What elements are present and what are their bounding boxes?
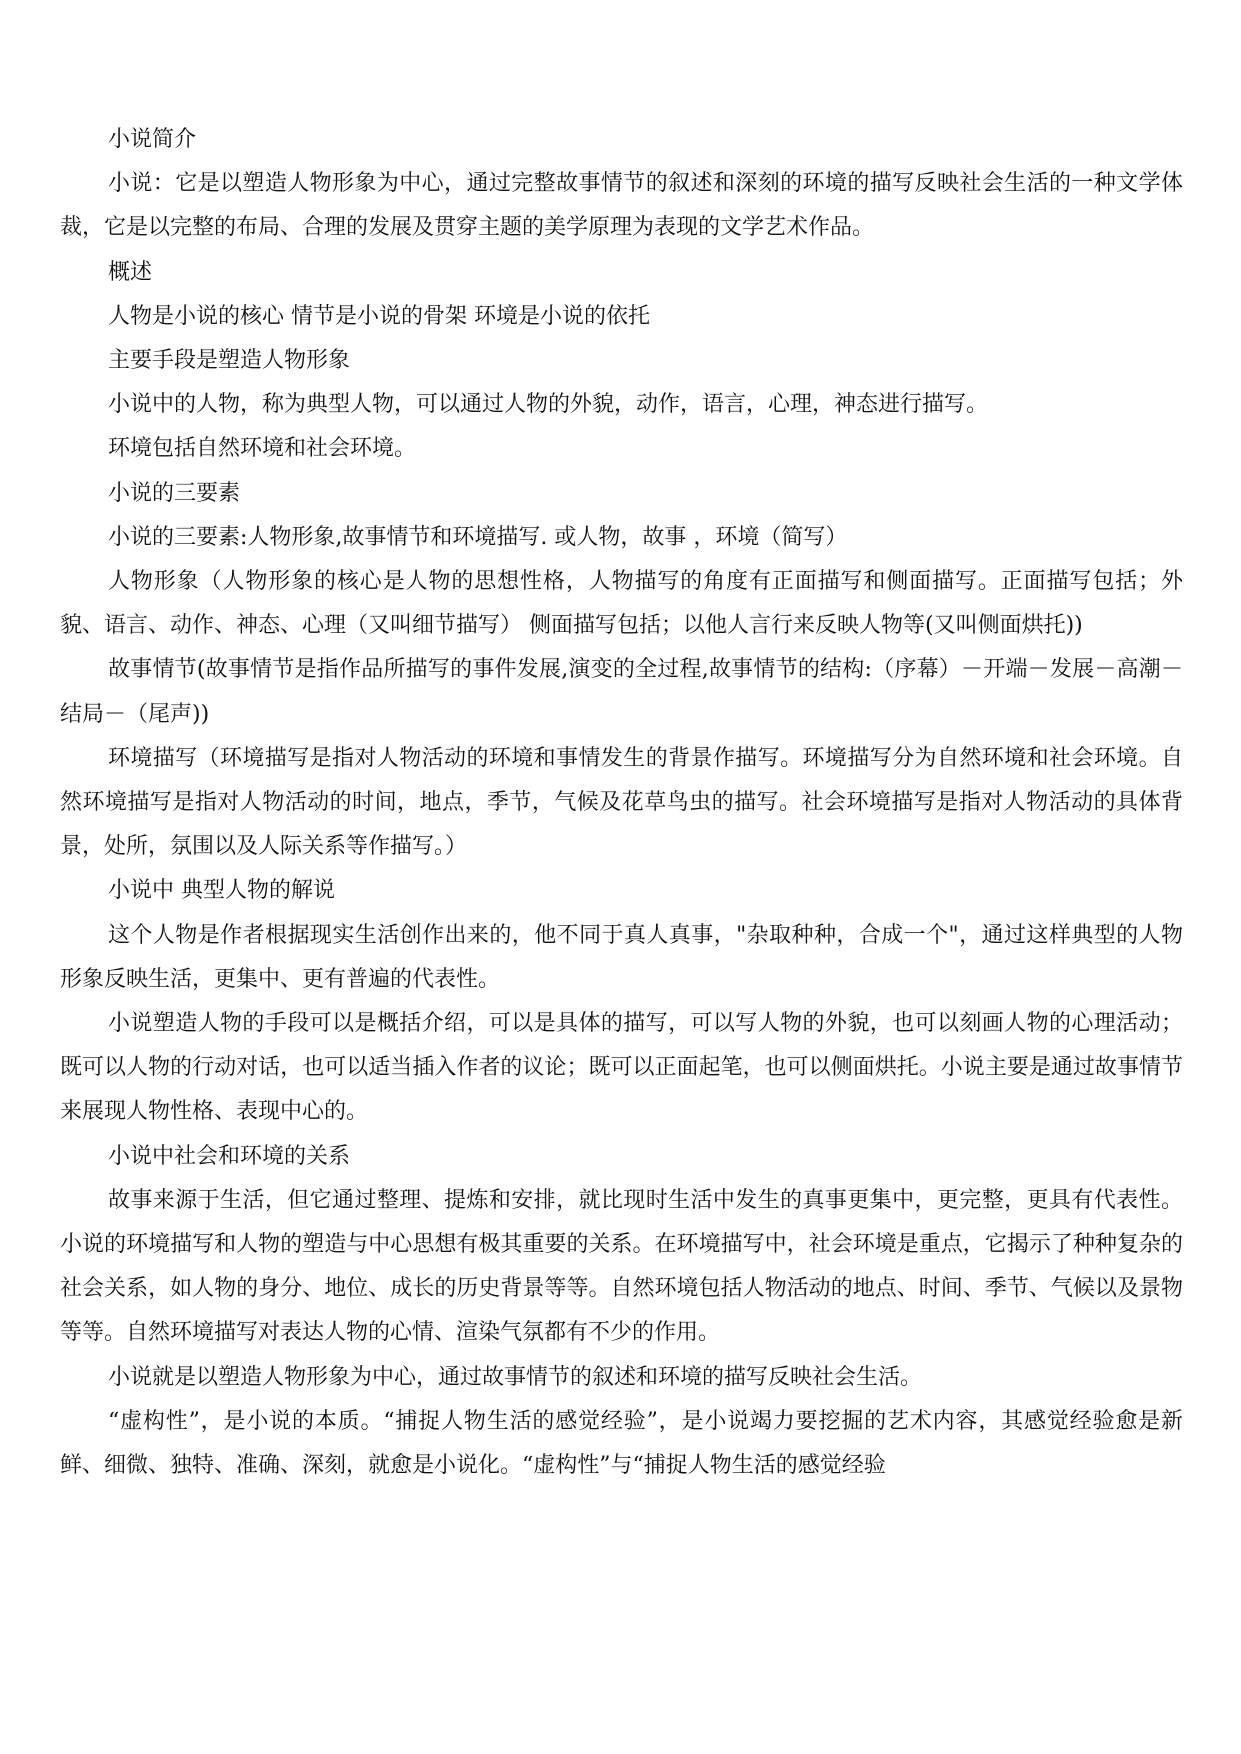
paragraph-environment-types: 环境包括自然环境和社会环境。: [108, 436, 417, 462]
paragraph-three-elements: 小说的三要素:人物形象,故事情节和环境描写. 或人物，故事 ，环境（简写）: [108, 524, 848, 550]
paragraph-character-creation: 这个人物是作者根据现实生活创作出来的，他不同于真人真事，"杂取种种，合成一个"，通过这样典型的人物形象反映生活，更集中、更有普遍的代表性。: [60, 922, 1183, 992]
paragraph-novel-summary: 小说就是以塑造人物形象为中心，通过故事情节的叙述和环境的描写反映社会生活。: [108, 1364, 923, 1390]
paragraph-main-means: 主要手段是塑造人物形象: [108, 348, 351, 374]
document-body: [60, 118, 1183, 1488]
paragraph-core-elements: 人物是小说的核心 情节是小说的骨架 环境是小说的依托: [108, 303, 650, 329]
heading-three-elements: 小说的三要素: [108, 480, 241, 506]
heading-novel-intro: 小说简介: [108, 127, 197, 152]
paragraph-plot: 故事情节(故事情节是指作品所描写的事件发展,演变的全过程,故事情节的结构:（序幕）－开端－发展－高潮－结局－（尾声)): [60, 657, 1183, 727]
paragraph-environment-description: 环境描写（环境描写是指对人物活动的环境和事情发生的背景作描写。环境描写分为自然环境和社会环境。自然环境描写是指对人物活动的时间，地点，季节，气候及花草鸟虫的描写。社会环境描写是指对人物活动的具体背景，处所，氛围以及人际关系等作描写。）: [60, 745, 1183, 860]
paragraph-fictionality: “虚构性”，是小说的本质。“捕捉人物生活的感觉经验”，是小说竭力要挖掘的艺术内容，其感觉经验愈是新鲜、细微、独特、准确、深刻，就愈是小说化。“虚构性”与“捕捉人物生活的感觉经验: [60, 1408, 1183, 1479]
heading-society-environment: 小说中社会和环境的关系: [108, 1143, 351, 1169]
paragraph-character-image: 人物形象（人物形象的核心是人物的思想性格，人物描写的角度有正面描写和侧面描写。正面描写包括；外貌、语言、动作、神态、心理（又叫细节描写） 侧面描写包括；以他人言行来反映人物等(又叫侧面烘托)): [60, 569, 1183, 639]
heading-typical-character-explanation: 小说中 典型人物的解说: [108, 878, 335, 904]
paragraph-typical-characters: 小说中的人物，称为典型人物，可以通过人物的外貌，动作，语言，心理，神态进行描写。: [108, 392, 989, 418]
paragraph-story-source: 故事来源于生活，但它通过整理、提炼和安排，就比现时生活中发生的真事更集中，更完整，更具有代表性。小说的环境描写和人物的塑造与中心思想有极其重要的关系。在环境描写中，社会环境是重点，它揭示了种种复杂的社会关系，如人物的身分、地位、成长的历史背景等等。自然环境包括人物活动的地点、时间、季节、气候以及景物等等。自然环境描写对表达人物的心情、渲染气氛都有不少的作用。: [60, 1187, 1183, 1346]
paragraph-novel-definition: 小说：它是以塑造人物形象为中心，通过完整故事情节的叙述和深刻的环境的描写反映社会生活的一种文学体裁，它是以完整的布局、合理的发展及贯穿主题的美学原理为表现的文学艺术作品。: [60, 171, 1183, 241]
paragraph-character-means: 小说塑造人物的手段可以是概括介绍，可以是具体的描写，可以写人物的外貌，也可以刻画人物的心理活动；既可以人物的行动对话，也可以适当插入作者的议论；既可以正面起笔，也可以侧面烘托。小说主要是通过故事情节来展现人物性格、表现中心的。: [60, 1011, 1183, 1125]
heading-overview: 概述: [108, 259, 153, 285]
